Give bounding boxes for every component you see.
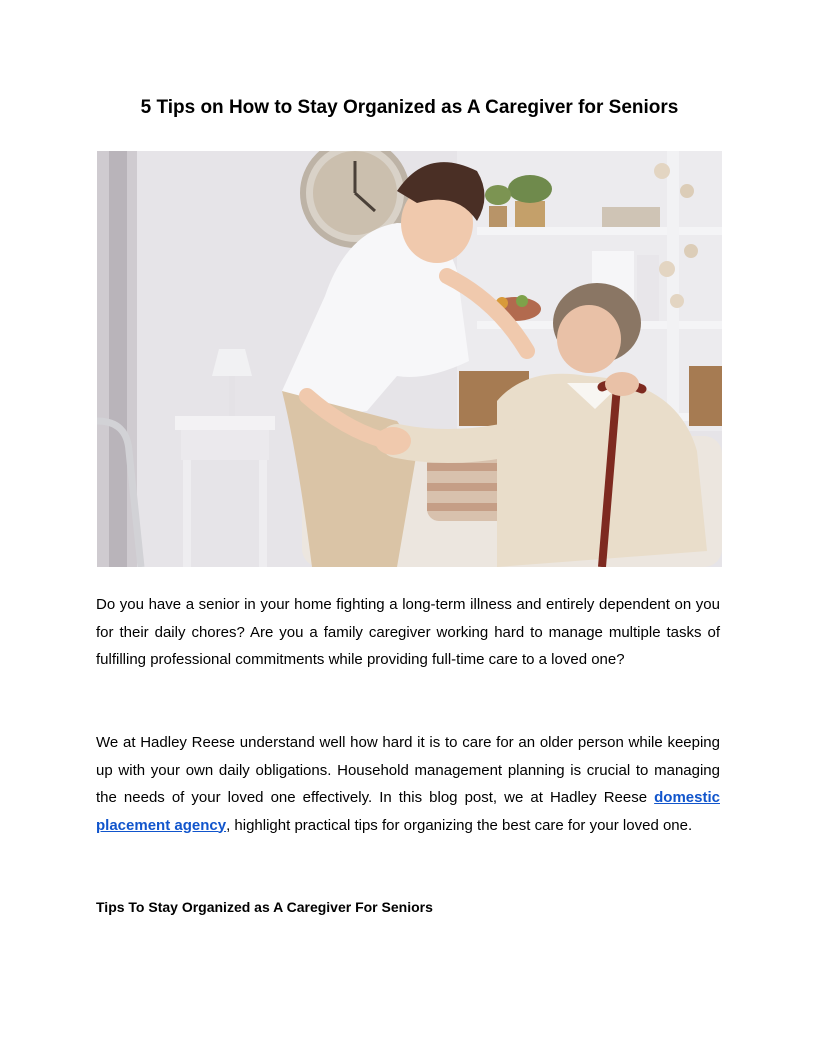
agency-paragraph-text-end: , highlight practical tips for organizing the best care for your loved one.: [226, 816, 693, 834]
agency-paragraph: [96, 729, 720, 839]
agency-paragraph-text-start: We at Hadley Reese understand well how hard it is to care for an older person while keeping up with your own daily obligations. Household management planning is crucial to managing the needs of your loved one effectively. In this blog post, we at Hadley Reese: [96, 734, 720, 806]
section-subheading: Tips To Stay Organized as A Caregiver For Seniors: [96, 899, 433, 915]
domestic-placement-agency-link[interactable]: domestic placement agency: [96, 789, 720, 834]
caregiver-helping-senior-illustration: [97, 151, 722, 567]
intro-paragraph: Do you have a senior in your home fighting a long-term illness and entirely dependent on you for their daily chores? Are you a family caregiver working hard to manage multiple tasks of fulfilling professional commitments while providing full-time care to a loved one?: [96, 596, 720, 668]
page-title: 5 Tips on How to Stay Organized as A Caregiver for Seniors: [140, 97, 679, 118]
hero-photo: [97, 151, 722, 567]
